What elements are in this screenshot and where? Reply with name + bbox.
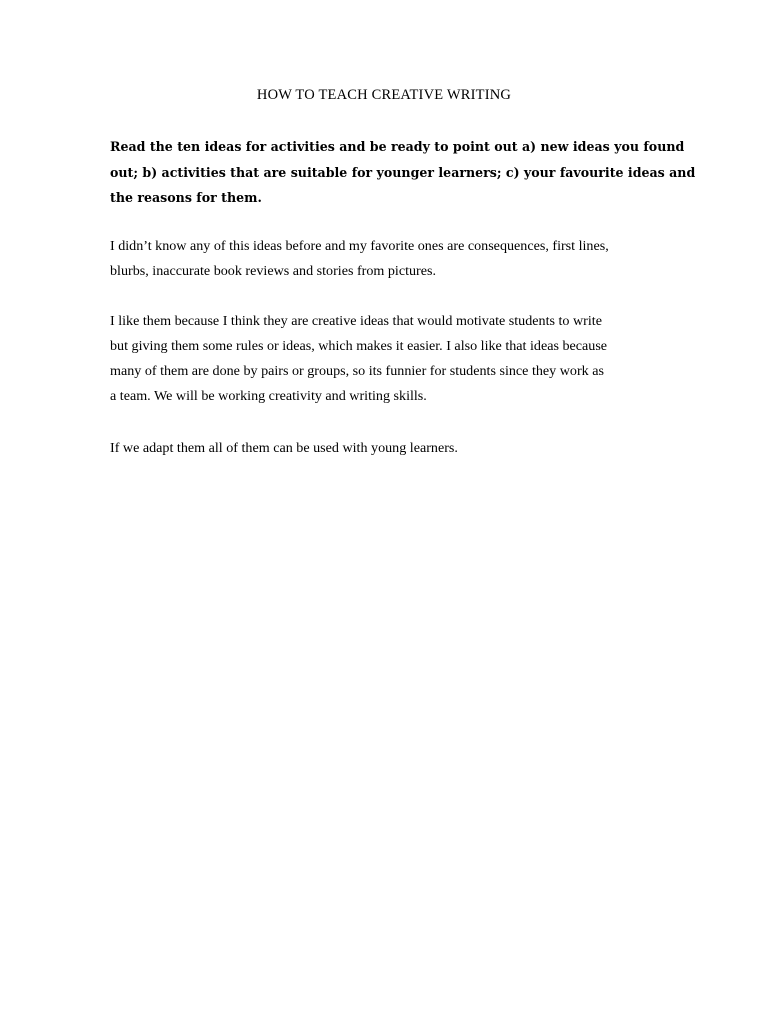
- paragraph-line: blurbs, inaccurate book reviews and stories from pictures.: [110, 263, 437, 279]
- paragraph-line: many of them are done by pairs or groups, so its funnier for students since they work as: [110, 363, 604, 379]
- answer-paragraph-favorites: [110, 234, 666, 284]
- answer-paragraph-reasons: [110, 309, 666, 409]
- paragraph-line: a team. We will be working creativity and writing skills.: [110, 388, 427, 404]
- instructions-line: Read the ten ideas for activities and be ready to point out a) new ideas you found: [110, 139, 685, 154]
- paragraph-line: I like them because I think they are creative ideas that would motivate students to write: [110, 313, 602, 329]
- paragraph-line: I didn’t know any of this ideas before and my favorite ones are consequences, first lines,: [110, 238, 609, 254]
- instructions-line: out; b) activities that are suitable for younger learners; c) your favourite ideas and: [110, 164, 696, 180]
- instructions-paragraph: [110, 134, 696, 211]
- paragraph-line: but giving them some rules or ideas, which makes it easier. I also like that ideas because: [110, 338, 608, 354]
- instructions-line: the reasons for them.: [110, 190, 262, 205]
- paragraph-line: If we adapt them all of them can be used with young learners.: [110, 440, 458, 456]
- document-title: HOW TO TEACH CREATIVE WRITING: [256, 87, 512, 103]
- answer-paragraph-young-learners: [110, 436, 666, 461]
